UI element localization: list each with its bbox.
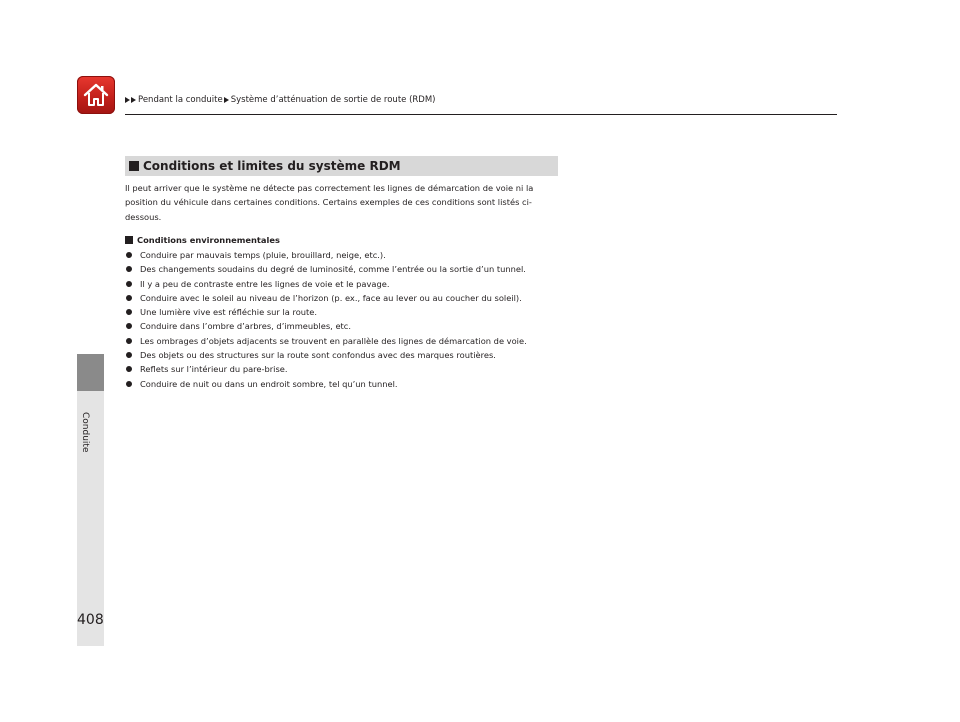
breadcrumb-arrow-icon [131, 97, 136, 103]
section-heading [125, 156, 558, 176]
list-item: Il y a peu de contraste entre les lignes de voie et le pavage. [125, 277, 570, 291]
list-item: Reflets sur l’intérieur du pare-brise. [125, 362, 570, 376]
conditions-list [125, 248, 570, 391]
breadcrumb [125, 93, 437, 107]
sidebar-tab-strip [77, 354, 104, 646]
sidebar-chapter-label: Conduite [80, 412, 90, 453]
subheading [125, 235, 280, 245]
breadcrumb-item-driving[interactable]: Pendant la conduite [138, 95, 223, 105]
section-square-icon [129, 161, 139, 171]
list-item: Des changements soudains du degré de luminosité, comme l’entrée ou la sortie d’un tunnel. [125, 262, 570, 276]
breadcrumb-item-rdm[interactable]: Système d’atténuation de sortie de route (RDM) [230, 95, 436, 105]
breadcrumb-arrow-icon [125, 97, 130, 103]
intro-paragraph: Il peut arriver que le système ne détecte pas correctement les lignes de démarcation de voie ni la position du véhicule dans certaines conditions. Certains exemples de ces conditions sont listés ci-dessous. [125, 183, 534, 222]
home-button[interactable] [77, 76, 115, 114]
list-item: Des objets ou des structures sur la route sont confondus avec des marques routières. [125, 348, 570, 362]
list-item: Une lumière vive est réfléchie sur la route. [125, 305, 570, 319]
list-item: Conduire dans l’ombre d’arbres, d’immeubles, etc. [125, 319, 570, 333]
home-icon [81, 80, 111, 110]
header-divider [125, 114, 837, 115]
section-title: Conditions et limites du système RDM [143, 159, 401, 173]
list-item: Conduire par mauvais temps (pluie, brouillard, neige, etc.). [125, 248, 570, 262]
list-item: Conduire avec le soleil au niveau de l’horizon (p. ex., face au lever ou au coucher du soleil). [125, 291, 570, 305]
page-number: 408 [77, 612, 104, 628]
list-item: Conduire de nuit ou dans un endroit sombre, tel qu’un tunnel. [125, 377, 570, 391]
breadcrumb-arrow-icon [224, 97, 229, 103]
list-item: Les ombrages d’objets adjacents se trouvent en parallèle des lignes de démarcation de voie. [125, 334, 570, 348]
subheading-text: Conditions environnementales [137, 235, 280, 245]
subheading-square-icon [125, 236, 133, 244]
sidebar-tab-active[interactable] [77, 354, 104, 391]
